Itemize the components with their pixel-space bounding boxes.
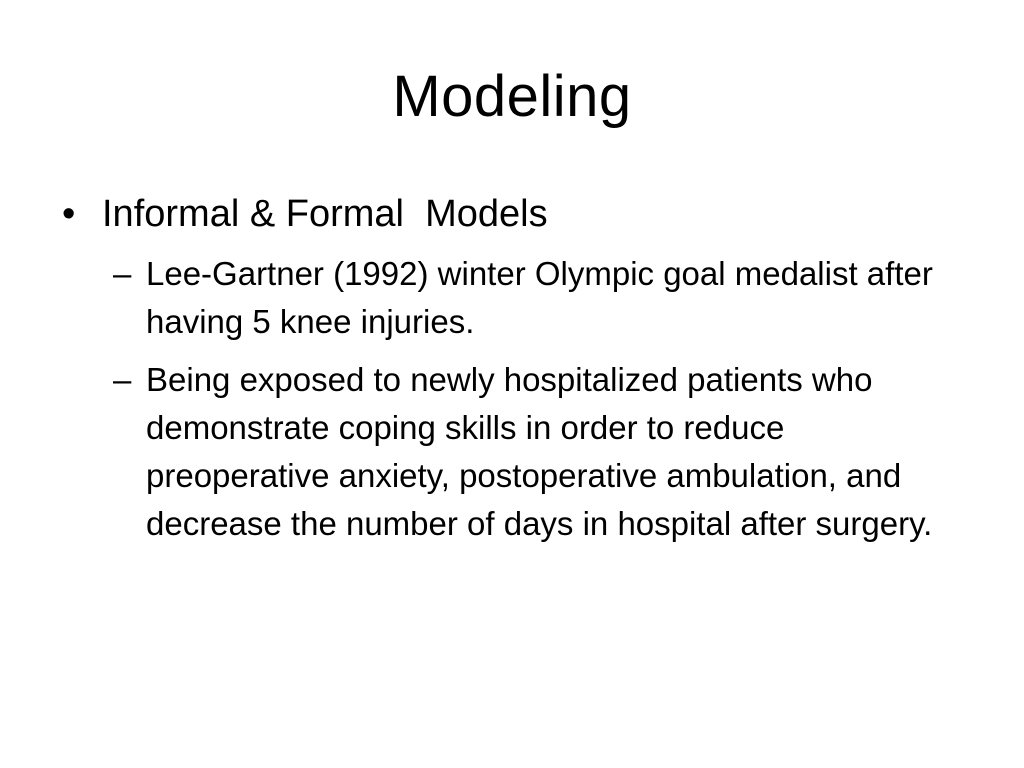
slide-title: Modeling: [392, 64, 632, 129]
dash-marker: –: [113, 361, 132, 398]
sub-bullet-list: [113, 250, 973, 346]
bullet-informal-formal-models: [62, 190, 962, 238]
sub-bullet-list: [113, 356, 973, 548]
bullet-marker: •: [62, 193, 76, 235]
sub-bullet-lee-gartner: [113, 250, 973, 346]
sub-bullet-text: Being exposed to newly hospitalized patients who demonstrate coping skills in order to reduce preoperative anxiety, postoperative ambulation, and decrease the number of days in hospital after surgery.: [146, 361, 933, 542]
sub-bullet-hospitalized-patients: [113, 356, 973, 548]
dash-marker: –: [113, 255, 132, 292]
bullet-text: Informal & Formal Models: [102, 193, 548, 235]
sub-bullet-text: Lee-Gartner (1992) winter Olympic goal medalist after having 5 knee injuries.: [146, 255, 933, 340]
